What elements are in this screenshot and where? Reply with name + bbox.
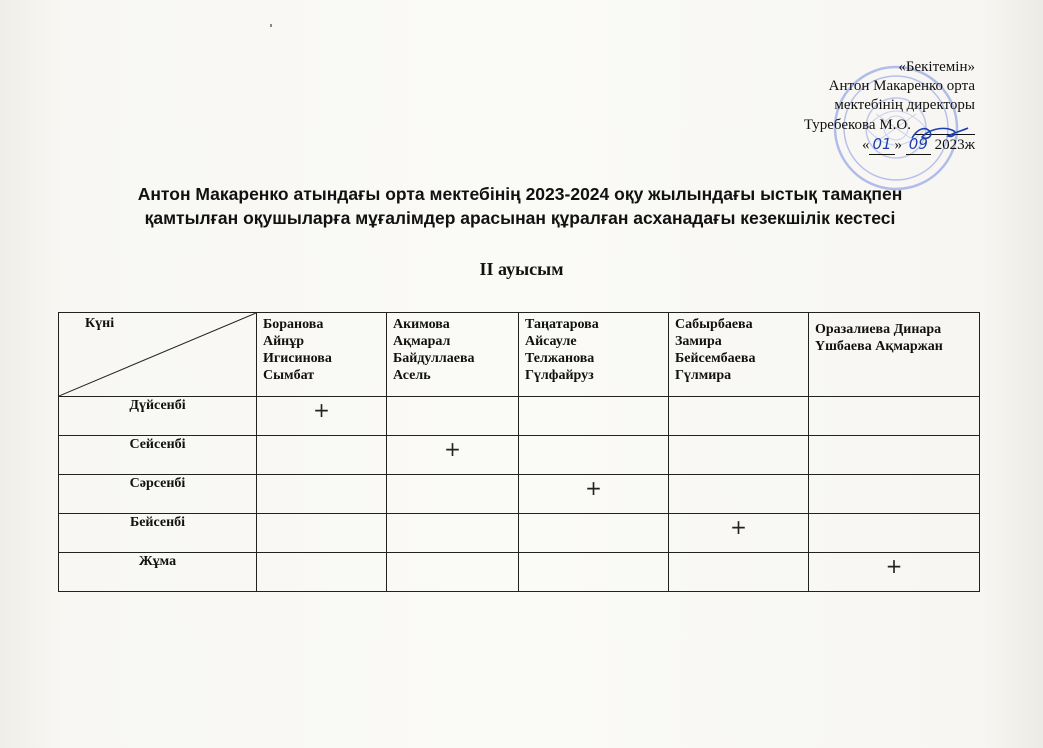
teacher-name-line: Ақмарал [393, 334, 451, 349]
day-cell: Жұма [59, 553, 257, 592]
teacher-name-line: Замира [675, 334, 722, 349]
duty-cell [519, 475, 669, 514]
duty-cell [669, 553, 809, 592]
duty-cell [669, 514, 809, 553]
director-name: Туребекова М.О. [803, 117, 911, 133]
duty-cell [669, 475, 809, 514]
duty-mark: + [730, 515, 747, 539]
duty-cell [809, 436, 980, 475]
shift-heading: II ауысым [479, 259, 564, 279]
duty-cell [257, 397, 387, 436]
table-row [59, 436, 980, 475]
duty-cell [257, 514, 387, 553]
date-day: 01 [869, 135, 894, 155]
teacher-name-line: Игисинова [263, 351, 332, 366]
duty-cell [809, 514, 980, 553]
teacher-name-line: Оразалиева Динара [815, 322, 942, 337]
duty-schedule-table [58, 312, 980, 592]
day-column-label: Күні [85, 316, 115, 331]
duty-cell [387, 553, 519, 592]
teacher-column-header [669, 313, 809, 397]
teacher-column-header [519, 313, 669, 397]
duty-cell [519, 514, 669, 553]
duty-cell [519, 553, 669, 592]
teacher-column-header [257, 313, 387, 397]
table-row [59, 397, 980, 436]
day-cell: Бейсенбі [59, 514, 257, 553]
duty-cell [809, 397, 980, 436]
duty-cell [387, 475, 519, 514]
teacher-name-line: Байдуллаева [393, 351, 475, 366]
duty-cell [387, 514, 519, 553]
teacher-column-header [387, 313, 519, 397]
teacher-name-line: Боранова [263, 317, 324, 332]
teacher-name-line: Бейсембаева [675, 351, 756, 366]
approval-position: мектебінің директоры [834, 97, 975, 113]
table-row [59, 514, 980, 553]
duty-cell [809, 553, 980, 592]
day-cell: Сейсенбі [59, 436, 257, 475]
teacher-name-line: Үшбаева Ақмаржан [815, 339, 943, 354]
duty-mark: + [444, 437, 461, 461]
approval-school: Антон Макаренко орта [828, 78, 975, 94]
date-year: 2023ж [934, 137, 975, 153]
duty-cell [387, 436, 519, 475]
teacher-name-line: Акимова [393, 317, 450, 332]
duty-mark: + [885, 554, 903, 578]
teacher-name-line: Гүлмира [675, 368, 732, 383]
duty-cell [257, 475, 387, 514]
document-title [20, 182, 1020, 230]
duty-mark: + [313, 398, 330, 422]
corner-header-cell [59, 313, 257, 397]
teacher-name-line: Сымбат [263, 368, 315, 383]
duty-cell [519, 397, 669, 436]
teacher-name-line: Айнұр [263, 334, 305, 349]
duty-cell [669, 436, 809, 475]
teacher-name-line: Айсауле [525, 334, 577, 349]
title-line-2: қамтылған оқушыларға мұғалімдер арасынан құралған асханадағы кезекшілік кестесі [144, 208, 896, 228]
teacher-column-header [809, 313, 980, 397]
table-row [59, 475, 980, 514]
date-quote-close: » [894, 137, 903, 153]
scan-mark [270, 24, 272, 27]
duty-cell [519, 436, 669, 475]
duty-cell [387, 397, 519, 436]
day-cell: Сәрсенбі [59, 475, 257, 514]
approval-heading: «Бекітемін» [898, 59, 975, 75]
teacher-name-line: Сабырбаева [675, 317, 753, 332]
table-row [59, 553, 980, 592]
duty-cell [809, 475, 980, 514]
date-quote-open: « [861, 137, 870, 153]
duty-cell [257, 553, 387, 592]
table-header-row [59, 313, 980, 397]
teacher-name-line: Гүлфайруз [525, 368, 594, 383]
duty-cell [669, 397, 809, 436]
title-line-1: Антон Макаренко атындағы орта мектебінің 2023-2024 оқу жылындағы ыстық тамақпен [137, 184, 903, 204]
teacher-name-line: Телжанова [525, 351, 595, 366]
duty-mark: + [585, 476, 602, 500]
teacher-name-line: Таңатарова [525, 317, 599, 332]
director-signature [908, 120, 970, 146]
teacher-name-line: Асель [393, 368, 431, 383]
duty-cell [257, 436, 387, 475]
day-cell: Дүйсенбі [59, 397, 257, 436]
date-month: 09 [906, 135, 931, 155]
